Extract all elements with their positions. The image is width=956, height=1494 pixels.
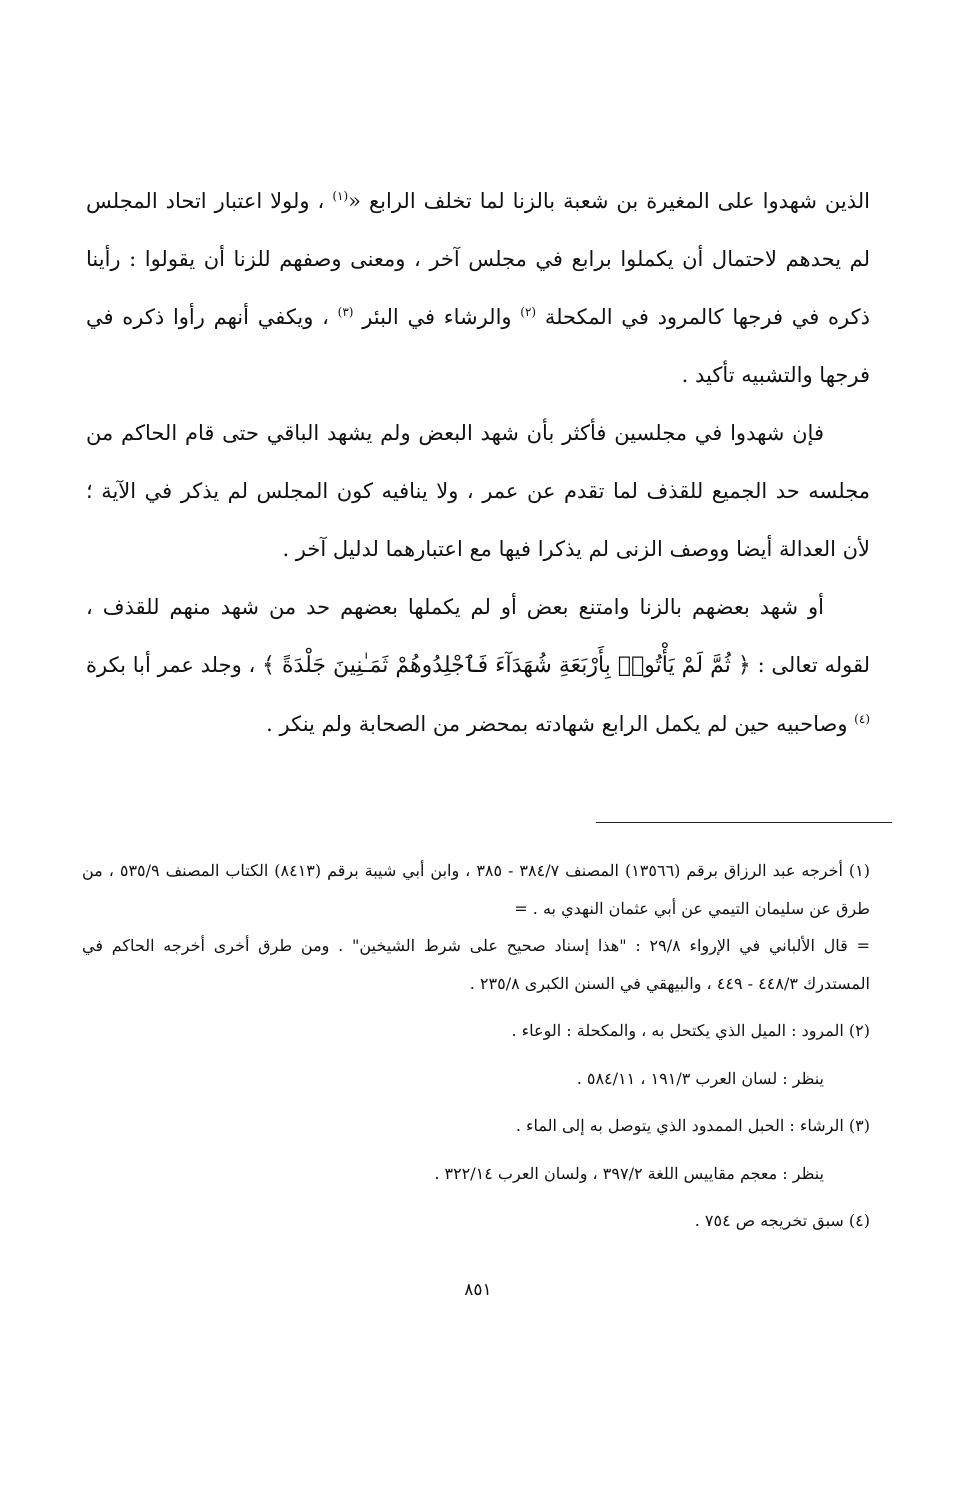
footnote-ref-2: (٢) [520, 305, 537, 319]
footnotes-section [82, 852, 870, 1240]
paragraph-1-part-d: ، ويكفي أنهم رأوا ذكره في فرجها والتشبيه تأكيد . [86, 305, 870, 387]
paragraph-2: فإن شهدوا في مجلسين فأكثر بأن شهد البعض ولم يشهد الباقي حتى قام الحاكم من مجلسه حد الجميع للقذف لما تقدم عن عمر ، ولا ينافيه كون المجلس لم يذكر في الآية ؛ لأن العدالة أيضا ووصف الزنى لم يذكرا فيها مع اعتبارهما لدليل آخر . [86, 421, 870, 561]
paragraph-3-part-a: أو شهد بعضهم بالزنا وامتنع بعض أو لم يكملها بعضهم حد من شهد منهم للقذف ، لقوله تعالى : [86, 595, 870, 677]
paragraph-3 [86, 578, 870, 753]
footnote-2-reference: ينظر : لسان العرب ١٩١/٣ ، ٥٨٤/١١ . [576, 1068, 824, 1088]
quran-verse: ﴿ ثُمَّ لَمْ يَأْتُوا۟ بِأَرْبَعَةِ شُهَدَآءَ فَٱجْلِدُوهُمْ ثَمَـٰنِينَ جَلْدَةً ﴾ [262, 653, 751, 678]
footnote-1-line-2: = قال الألباني في الإرواء ٢٩/٨ : "هذا إسناد صحيح على شرط الشيخين" . ومن طرق أخرى أخرجه الحاكم في المستدرك ٤٤٨/٣ - ٤٤٩ ، والبيهقي في السنن الكبرى ٢٣٥/٨ . [82, 936, 870, 993]
page-number: ٨٥١ [464, 1280, 492, 1300]
paragraph-1-part-a: الذين شهدوا على المغيرة بن شعبة بالزنا لما تخلف الرابع « [348, 189, 870, 213]
paragraph-1-part-b: ، ولولا اعتبار اتحاد المجلس لم يحدهم لاحتمال أن يكملوا برابع في مجلس آخر ، ومعنى وصفهم للزنا أن يقولوا : رأينا ذكره في فرجها كالمرود في المكحلة [86, 189, 870, 329]
footnote-ref-3: (٣) [337, 305, 354, 319]
footnote-ref-4: (٤) [854, 712, 870, 726]
paragraph-3-part-b: ، وجلد عمر أبا بكرة [86, 653, 256, 677]
paragraph-3-part-c: وصاحبيه حين لم يكمل الرابع شهادته بمحضر من الصحابة ولم ينكر . [266, 712, 848, 736]
footnote-separator [596, 822, 892, 823]
footnote-1-line-1: (١) أخرجه عبد الرزاق برقم (١٣٥٦٦) المصنف ٣٨٤/٧ - ٣٨٥ ، وابن أبي شيبة برقم (٨٤١٣) الكتاب المصنف ٥٣٥/٩ ، من طرق عن سليمان التيمي عن أبي عثمان النهدي به . = [82, 861, 871, 918]
footnote-3: (٣) الرشاء : الحبل الممدود الذي يتوصل به إلى الماء . [515, 1116, 870, 1135]
footnote-2: (٢) المرود : الميل الذي يكتحل به ، والمكحلة : الوعاء . [511, 1021, 870, 1040]
paragraph-1-part-c: والرشاء في البئر [362, 305, 512, 329]
footnote-ref-1: (١) [332, 189, 349, 203]
footnote-3-reference: ينظر : معجم مقاييس اللغة ٣٩٧/٢ ، ولسان العرب ٣٢٢/١٤ . [434, 1163, 824, 1183]
paragraph-1 [86, 172, 870, 404]
footnote-4: (٤) سبق تخريجه ص ٧٥٤ . [694, 1211, 870, 1230]
main-text-body [86, 172, 870, 753]
